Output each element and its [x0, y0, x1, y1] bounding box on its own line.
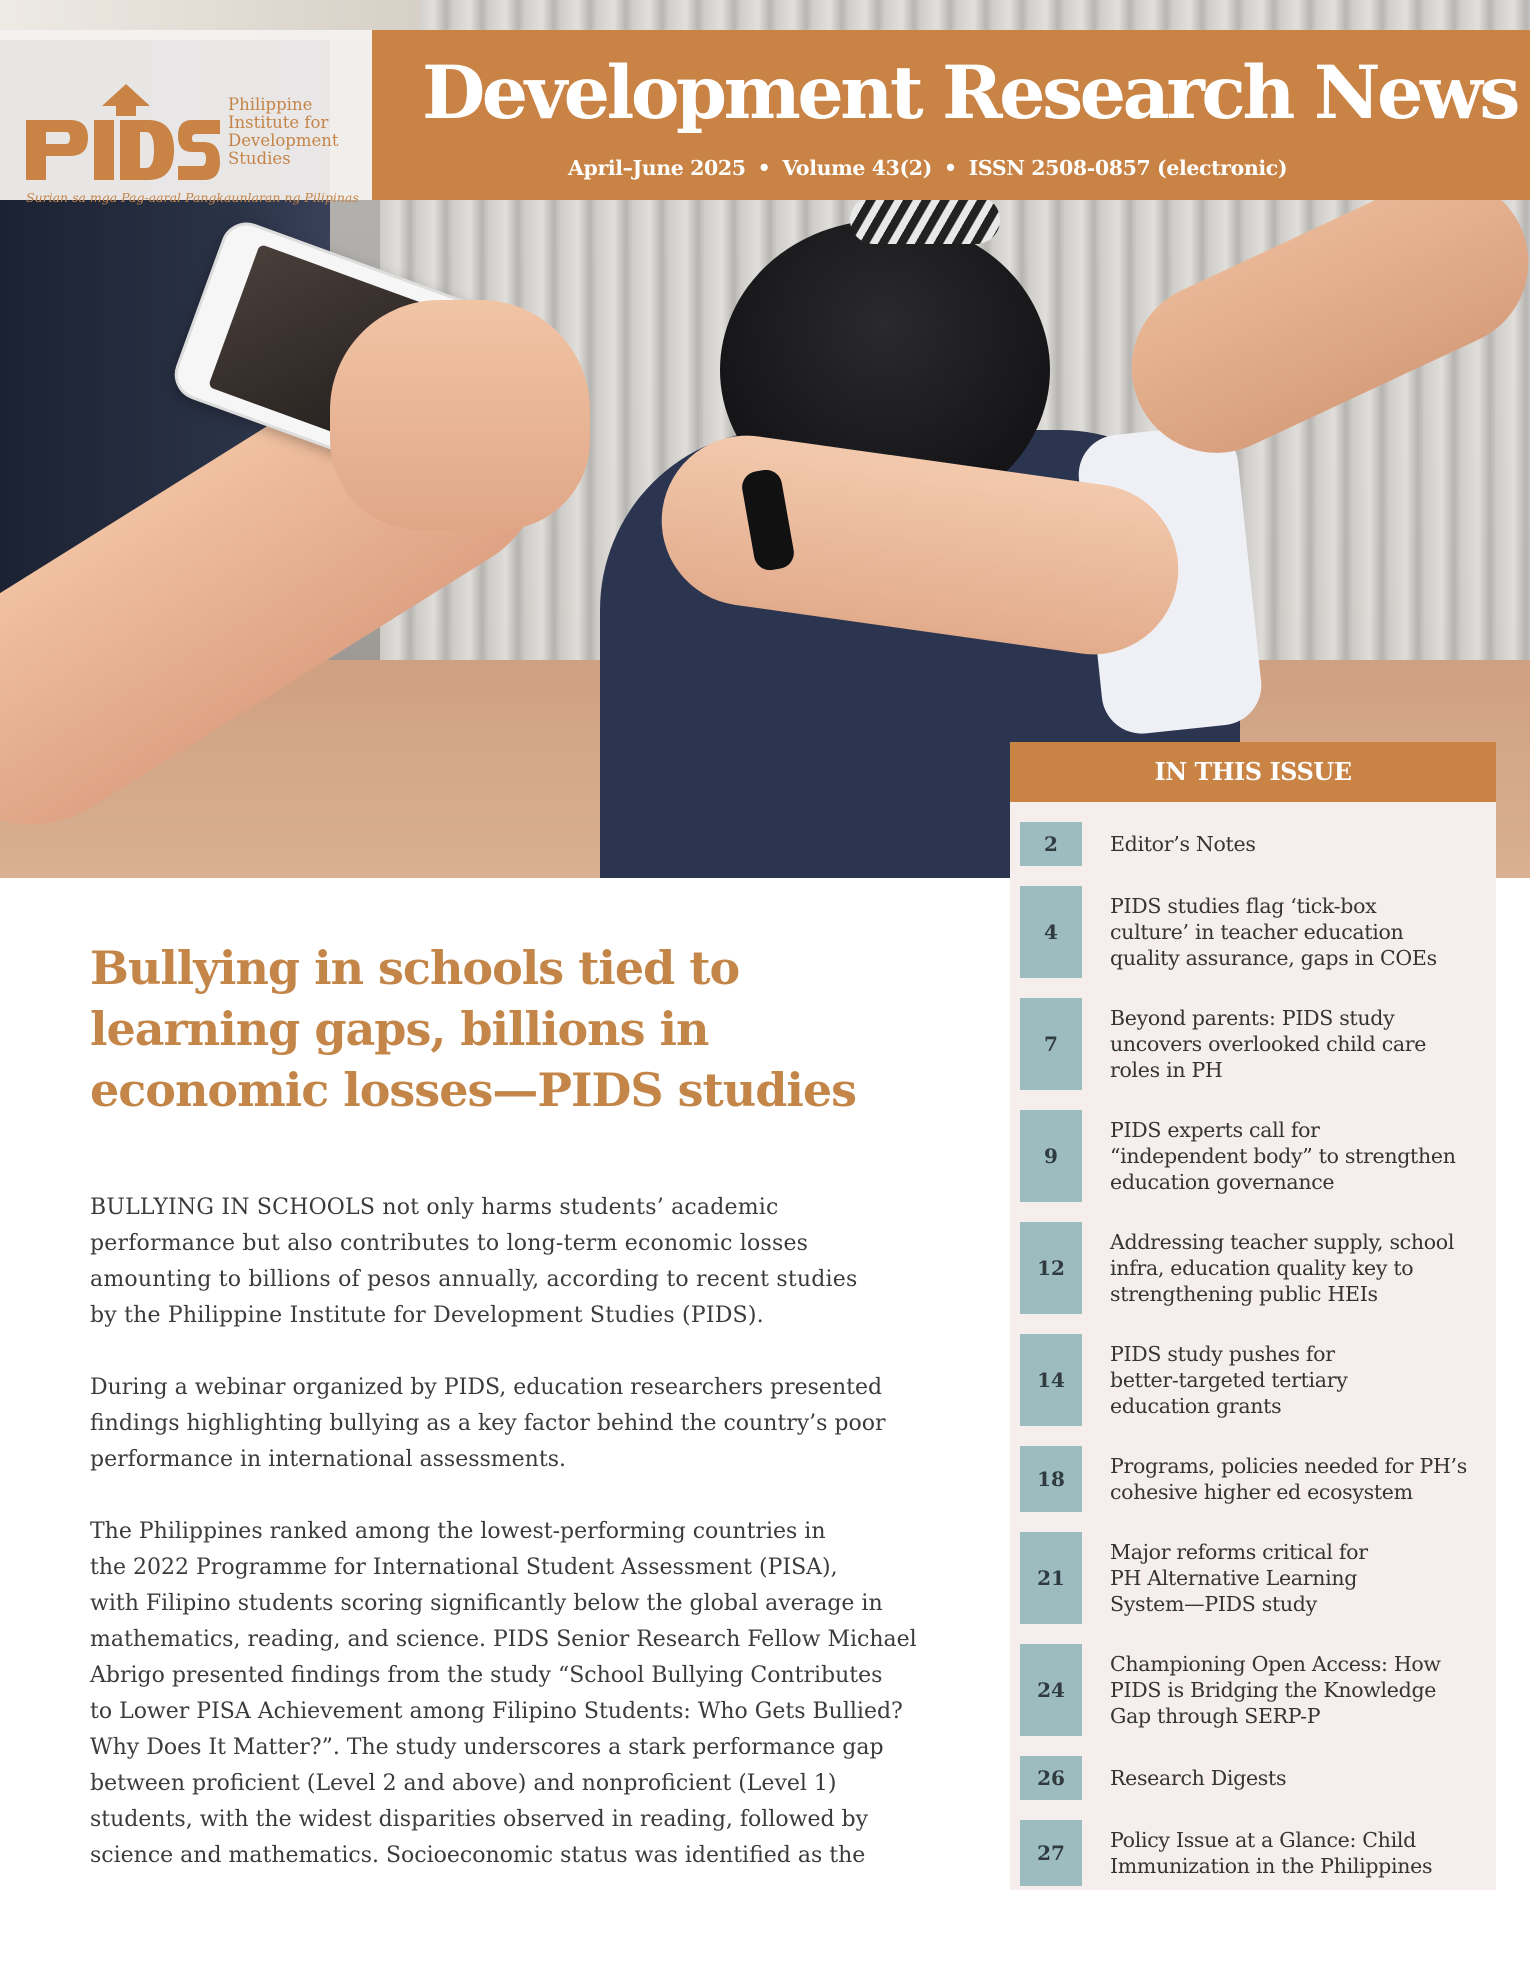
article-paragraph — [90, 1370, 1000, 1478]
toc-item[interactable] — [1020, 822, 1490, 866]
toc-item[interactable] — [1020, 1644, 1490, 1736]
toc-item-title — [1110, 1341, 1490, 1419]
toc-page-number: 26 — [1020, 1756, 1082, 1800]
toc-title-line: uncovers overlooked child care — [1110, 1032, 1427, 1056]
separator-dot: • — [943, 156, 957, 180]
toc-page-number: 9 — [1020, 1110, 1082, 1202]
toc-item[interactable] — [1020, 886, 1490, 978]
separator-dot: • — [757, 156, 771, 180]
toc-title-line: strengthening public HEIs — [1110, 1282, 1378, 1306]
text-line: with Filipino students scoring significantly below the global average in — [90, 1591, 883, 1616]
logo-institute-name — [228, 96, 339, 168]
toc-title-line: culture’ in teacher education — [1110, 920, 1404, 944]
headline-line: learning gaps, billions in — [90, 1002, 709, 1056]
article-headline — [90, 938, 990, 1121]
toc-item-title — [1110, 1005, 1490, 1083]
toc-item-title — [1110, 1765, 1490, 1791]
text-line: Why Does It Matter?”. The study underscores a stark performance gap — [90, 1735, 884, 1760]
toc-title-line: education grants — [1110, 1394, 1282, 1418]
issue-info — [568, 156, 1287, 180]
toc-title-line: PIDS experts call for — [1110, 1118, 1320, 1142]
masthead-banner — [372, 30, 1530, 200]
toc-page-number: 14 — [1020, 1334, 1082, 1426]
toc-item[interactable] — [1020, 1820, 1490, 1886]
article-paragraph — [90, 1190, 1000, 1334]
toc-title-line: better-targeted tertiary — [1110, 1368, 1348, 1392]
toc-page-number: 27 — [1020, 1820, 1082, 1886]
toc-header: IN THIS ISSUE — [1010, 742, 1496, 802]
toc-item[interactable] — [1020, 1446, 1490, 1512]
text-line: the 2022 Programme for International Student Assessment (PISA), — [90, 1555, 838, 1580]
logo-name-line: Institute for — [228, 113, 329, 132]
toc-title-line: Major reforms critical for — [1110, 1540, 1368, 1564]
toc-item[interactable] — [1020, 1532, 1490, 1624]
logo-name-line: Development — [228, 131, 339, 150]
text-line: performance in international assessments. — [90, 1447, 566, 1472]
toc-item[interactable] — [1020, 1110, 1490, 1202]
toc-title-line: cohesive higher ed ecosystem — [1110, 1480, 1413, 1504]
toc-page-number: 12 — [1020, 1222, 1082, 1314]
toc-item-title — [1110, 1651, 1490, 1729]
toc-title-line: “independent body” to strengthen — [1110, 1144, 1456, 1168]
logo-name-line: Philippine — [228, 95, 313, 114]
toc-item-title — [1110, 831, 1490, 857]
toc-title-line: System—PIDS study — [1110, 1592, 1317, 1616]
issue-period: April–June 2025 — [568, 156, 746, 180]
text-line: The Philippines ranked among the lowest-performing countries in — [90, 1519, 826, 1544]
toc-title-line: Programs, policies needed for PH’s — [1110, 1454, 1467, 1478]
striped-hair-bow — [850, 196, 1000, 244]
toc-title-line: education governance — [1110, 1170, 1335, 1194]
text-line: BULLYING IN SCHOOLS not only harms students’ academic — [90, 1195, 779, 1220]
toc-page-number: 24 — [1020, 1644, 1082, 1736]
toc-item[interactable] — [1020, 1756, 1490, 1800]
toc-item-title — [1110, 1453, 1490, 1505]
phone-hand — [330, 300, 590, 530]
text-line: During a webinar organized by PIDS, education researchers presented — [90, 1375, 883, 1400]
headline-line: economic losses—PIDS studies — [90, 1063, 856, 1117]
toc-page-number: 21 — [1020, 1532, 1082, 1624]
toc-title-line: PIDS is Bridging the Knowledge — [1110, 1678, 1437, 1702]
text-line: between proficient (Level 2 and above) and nonproficient (Level 1) — [90, 1771, 837, 1796]
toc-title-line: Gap through SERP-P — [1110, 1704, 1321, 1728]
text-line: students, with the widest disparities observed in reading, followed by — [90, 1807, 869, 1832]
publication-title: Development Research News — [422, 50, 1517, 136]
text-line: findings highlighting bullying as a key factor behind the country’s poor — [90, 1411, 886, 1436]
toc-item-title — [1110, 1229, 1490, 1307]
pids-logo-icon — [24, 82, 220, 182]
toc-title-line: Immunization in the Philippines — [1110, 1854, 1433, 1878]
article-body — [90, 1190, 1000, 1910]
toc-page-number: 2 — [1020, 822, 1082, 866]
toc-item-title — [1110, 1117, 1490, 1195]
in-this-issue-panel — [1010, 742, 1496, 1890]
toc-title-line: Research Digests — [1110, 1766, 1287, 1790]
toc-title-line: Beyond parents: PIDS study — [1110, 1006, 1395, 1030]
toc-page-number: 18 — [1020, 1446, 1082, 1512]
pids-logo[interactable] — [0, 30, 372, 205]
toc-title-line: Policy Issue at a Glance: Child — [1110, 1828, 1416, 1852]
toc-title-line: infra, education quality key to — [1110, 1256, 1414, 1280]
toc-page-number: 4 — [1020, 886, 1082, 978]
toc-item-title — [1110, 1539, 1490, 1617]
text-line: to Lower PISA Achievement among Filipino Students: Who Gets Bullied? — [90, 1699, 903, 1724]
toc-title-line: PIDS studies flag ‘tick-box — [1110, 894, 1377, 918]
issue-volume: Volume 43(2) — [782, 156, 932, 180]
toc-title-line: Championing Open Access: How — [1110, 1652, 1441, 1676]
toc-page-number: 7 — [1020, 998, 1082, 1090]
article-paragraph — [90, 1514, 1000, 1874]
logo-tagline: Surian sa mga Pag-aaral Pangkaunlaran ng Pilipinas — [26, 190, 359, 205]
text-line: by the Philippine Institute for Development Studies (PIDS). — [90, 1303, 764, 1328]
toc-title-line: Editor’s Notes — [1110, 832, 1256, 856]
toc-title-line: PIDS study pushes for — [1110, 1342, 1335, 1366]
issue-issn: ISSN 2508-0857 (electronic) — [968, 156, 1288, 180]
toc-item[interactable] — [1020, 998, 1490, 1090]
toc-item[interactable] — [1020, 1222, 1490, 1314]
toc-item-title — [1110, 893, 1490, 971]
text-line: Abrigo presented findings from the study “School Bullying Contributes — [90, 1663, 883, 1688]
headline-line: Bullying in schools tied to — [90, 941, 740, 995]
text-line: science and mathematics. Socioeconomic status was identified as the — [90, 1843, 866, 1868]
text-line: mathematics, reading, and science. PIDS Senior Research Fellow Michael — [90, 1627, 917, 1652]
toc-title-line: PH Alternative Learning — [1110, 1566, 1358, 1590]
toc-title-line: Addressing teacher supply, school — [1110, 1230, 1455, 1254]
toc-item[interactable] — [1020, 1334, 1490, 1426]
toc-title-line: roles in PH — [1110, 1058, 1223, 1082]
text-line: performance but also contributes to long-term economic losses — [90, 1231, 809, 1256]
toc-item-title — [1110, 1827, 1490, 1879]
toc-title-line: quality assurance, gaps in COEs — [1110, 946, 1437, 970]
text-line: amounting to billions of pesos annually, according to recent studies — [90, 1267, 858, 1292]
logo-name-line: Studies — [228, 149, 291, 168]
